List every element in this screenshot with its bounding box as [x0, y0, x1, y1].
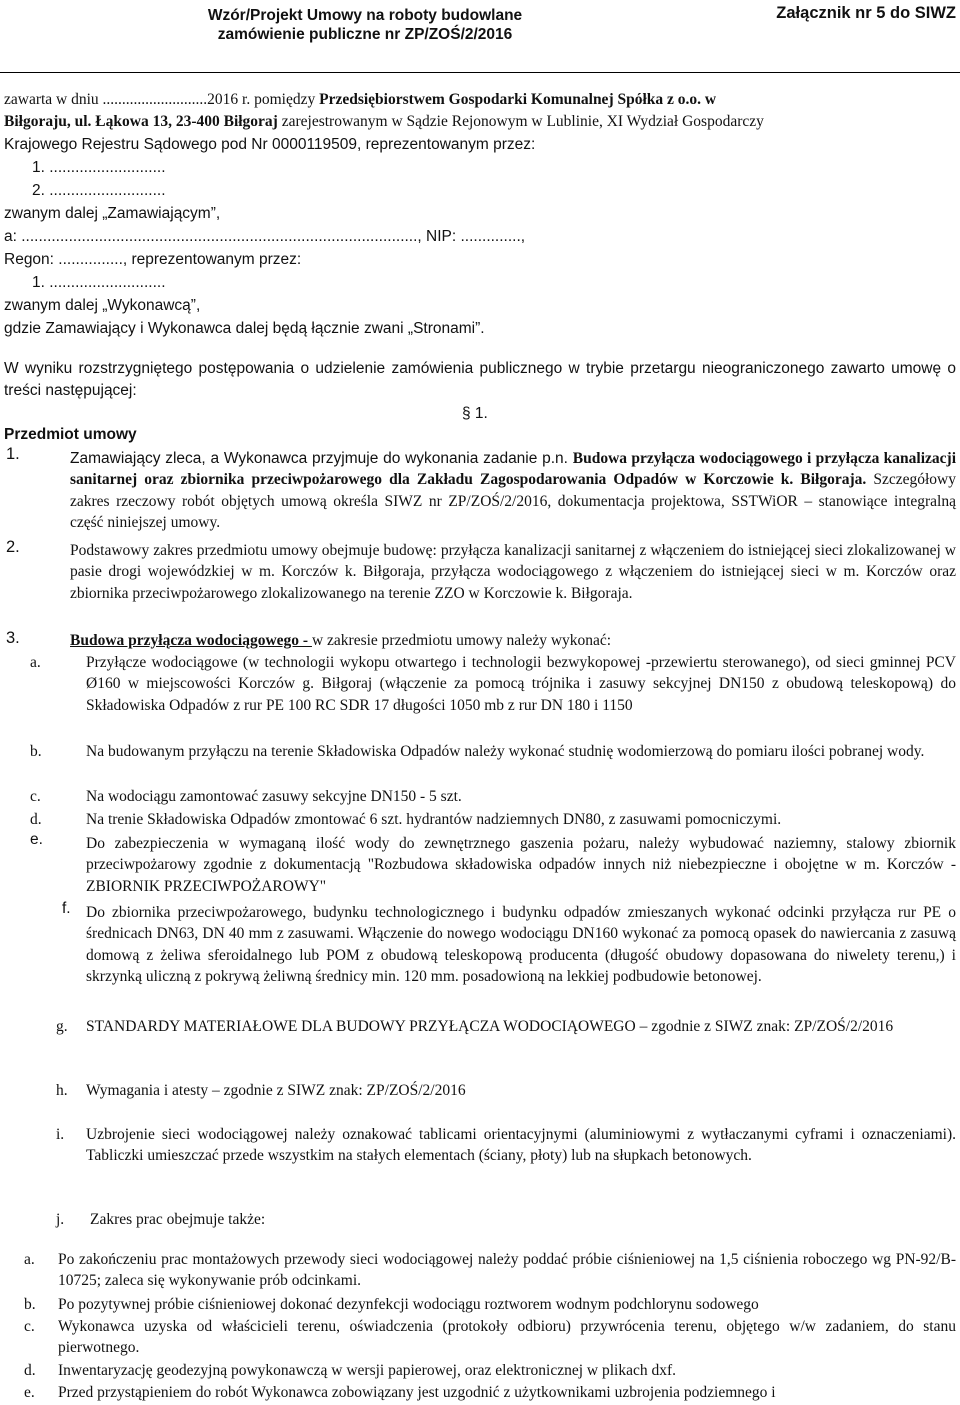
parties-line-2: Biłgoraju, ul. Łąkowa 13, 23-400 Biłgoraj zarejestrowanym w Sądzie Rejonowym w Lublinie, XI Wydział Gospodarczy — [4, 113, 764, 130]
list-item: Wymagania i atesty – zgodnie z SIWZ znak: ZP/ZOŚ/2/2016 — [86, 1082, 466, 1099]
header-title-line-2: zamówienie publiczne nr ZP/ZOŚ/2/2016 — [217, 26, 513, 43]
paragraph-1-number: 1. — [6, 445, 20, 463]
intro-paragraph: W wyniku rozstrzygniętego postępowania o udzielenie zamówienia publicznego w trybie przetargu nieograniczonego zawarto umowę o treści następującej: — [4, 360, 956, 399]
section-title: Przedmiot umowy — [4, 426, 137, 443]
list-item: Do zabezpieczenia w wymaganą ilość wody do zewnętrznego gaszenia pożaru, należy wybudować naziemny, stalowy zbiornik przeciwpożarowy zgodnie z dokumentacją "Rozbudowa składowiska odpadów innych niż niebezpieczne i obojętne w m. Korczów - ZBIORNIK PRZECIWPOŻAROWY" — [86, 835, 956, 895]
client-rep-2: 2. ........................... — [32, 182, 166, 199]
paragraph-2-number: 2. — [6, 538, 20, 556]
attachment-label: Załącznik nr 5 do SIWZ — [776, 4, 956, 22]
parties-line-1: zawarta w dniu ...........................2016 r. pomiędzy Przedsiębiorstwem Gospodarki Komunalnej Spółka z o.o. w — [4, 91, 717, 108]
list-item: Przyłącze wodociągowe (w technologii wykopu otwartego i technologii bezwykopowej -przewiertu sterowanego), od sieci gminnej PCV Ø160 w miejscowości Korczów g. Biłgoraj (włączenie za pomocą trójnika i zasuwy sekcyjnej DN150 z obudową teleskopową) do Składowiska Odpadów z rur PE 100 RC SDR 17 długości 1050 mb z rur DN 180 i 1150 — [86, 654, 956, 714]
subitem: Po pozytywnej próbie ciśnieniowej dokonać dezynfekcji wodociągu roztworem wodnym podchlorynu sodowego — [58, 1296, 759, 1313]
contractor-line: a: ............................................................................................, NIP: .............., — [4, 228, 526, 245]
item-letter: g. — [56, 1018, 68, 1035]
contractor-rep-1: 1. ........................... — [32, 274, 166, 291]
item-letter: e. — [30, 831, 43, 848]
subitem-letter: c. — [24, 1318, 35, 1335]
item-letter: j. — [56, 1211, 65, 1228]
subitem: Przed przystąpieniem do robót Wykonawca zobowiązany jest uzgodnić z użytkownikami uzbrojenia podziemnego i — [58, 1384, 776, 1401]
header-title-line-1: Wzór/Projekt Umowy na roboty budowlane — [207, 7, 523, 24]
list-item: Na trenie Składowiska Odpadów zmontować 6 szt. hydrantów nadziemnych DN80, z zasuwami pomocniczymi. — [86, 811, 782, 828]
contractor-alias: zwanym dalej „Wykonawcą”, — [4, 297, 201, 314]
parties-line-3: Krajowego Rejestru Sądowego pod Nr 0000119509, reprezentowanym przez: — [4, 136, 536, 153]
parties-alias: gdzie Zamawiający i Wykonawca dalej będą łącznie zwani „Stronami”. — [4, 320, 485, 337]
paragraph-3: Budowa przyłącza wodociągowego - w zakresie przedmiotu umowy należy wykonać: — [70, 632, 612, 649]
list-item: Uzbrojenie sieci wodociągowej należy oznakować tablicami orientacyjnymi (aluminiowymi z wytłaczanymi cyframi i oznaczeniami). Tabliczki umieszczać przede wszystkim na stałych elementach (ściany, płoty) lub na słupkach betonowych. — [86, 1126, 956, 1165]
item-letter: d. — [30, 811, 42, 828]
item-letter: i. — [56, 1126, 65, 1143]
paragraph-3-number: 3. — [6, 629, 20, 647]
subitem-letter: a. — [24, 1251, 35, 1268]
list-item: Do zbiornika przeciwpożarowego, budynku technologicznego i budynku odpadów zmieszanych wykonać odcinki przyłącza rur PE o średnicach DN63, DN 40 mm z zasuwami. Włączenie do nowego wodociągu DN160 wykonać za pomocą opasek do nawiercania z zasuwą domową z żeliwa sferoidalnego lub POM z obudową teleskopową producenta (długość obudowy dopasowana do niwelety terenu,) i skrzynką uliczną z pokrywą żeliwną średnicy min. 120 mm. posadowioną na lekkiej podbudowie betonowej. — [86, 904, 956, 985]
item-letter: a. — [30, 654, 41, 671]
list-item: STANDARDY MATERIAŁOWE DLA BUDOWY PRZYŁĄCZA WODOCIĄOWEGO – zgodnie z SIWZ znak: ZP/ZOŚ/2/2016 — [86, 1018, 894, 1035]
item-letter: f. — [62, 900, 71, 917]
subitem: Wykonawca uzyska od właścicieli terenu, oświadczenia (protokoły odbioru) przywrócenia terenu, objętego w/w zadaniem, do stanu pierwotnego. — [58, 1318, 956, 1357]
header-divider — [0, 72, 960, 73]
subitem-letter: d. — [24, 1362, 36, 1379]
subitem: Po zakończeniu prac montażowych przewody sieci wodociągowej należy poddać próbie ciśnieniowej na 1,5 ciśnienia roboczego wg PN-92/B-10725; zaleca się wykonywanie prób odcinkami. — [58, 1251, 956, 1290]
subitem-letter: b. — [24, 1296, 36, 1313]
client-rep-1: 1. ........................... — [32, 159, 166, 176]
client-alias: zwanym dalej „Zamawiającym”, — [4, 205, 221, 222]
list-item: Zakres prac obejmuje także: — [90, 1211, 266, 1228]
list-item: Na budowanym przyłączu na terenie Składowiska Odpadów należy wykonać studnię wodomierzową do pomiaru ilości pobranej wody. — [86, 743, 925, 760]
document-header-title — [70, 6, 660, 44]
regon-line: Regon: ..............., reprezentowanym przez: — [4, 251, 302, 268]
subitem-letter: e. — [24, 1384, 35, 1401]
list-item: Na wodociągu zamontować zasuwy sekcyjne DN150 - 5 szt. — [86, 788, 462, 805]
subitem: Inwentaryzację geodezyjną powykonawczą w wersji papierowej, oraz elektronicznej w plikach dxf. — [58, 1362, 677, 1379]
section-number: § 1. — [462, 405, 488, 422]
item-letter: c. — [30, 788, 41, 805]
paragraph-2: Podstawowy zakres przedmiotu umowy obejmuje budowę: przyłącza kanalizacji sanitarnej z włączeniem do istniejącej sieci zlokalizowanej w pasie drogi wojewódzkiej w m. Korczów k. Biłgoraja, przyłącza wodociągowego z włączeniem do istniejącej sieci w m. Korczów oraz zbiornika przeciwpożarowego zlokalizowanego na terenie ZZO w Korczowie k. Biłgoraja. — [70, 542, 956, 602]
item-letter: b. — [30, 743, 42, 760]
paragraph-1: Zamawiający zleca, a Wykonawca przyjmuje do wykonania zadanie p.n. Budowa przyłącza wodociągowego i przyłącza kanalizacji sanitarnej oraz zbiornika przeciwpożarowego dla Zakładu Zagospodarowania Odpadów w Korczowie k. Biłgoraja. Szczegółowy zakres rzeczowy robót objętych umową określa SIWZ nr ZP/ZOŚ/2/2016, dokumentacja projektowa, SSTWiOR – stanowiące integralną część niniejszej umowy. — [70, 450, 957, 531]
item-letter: h. — [56, 1082, 68, 1099]
